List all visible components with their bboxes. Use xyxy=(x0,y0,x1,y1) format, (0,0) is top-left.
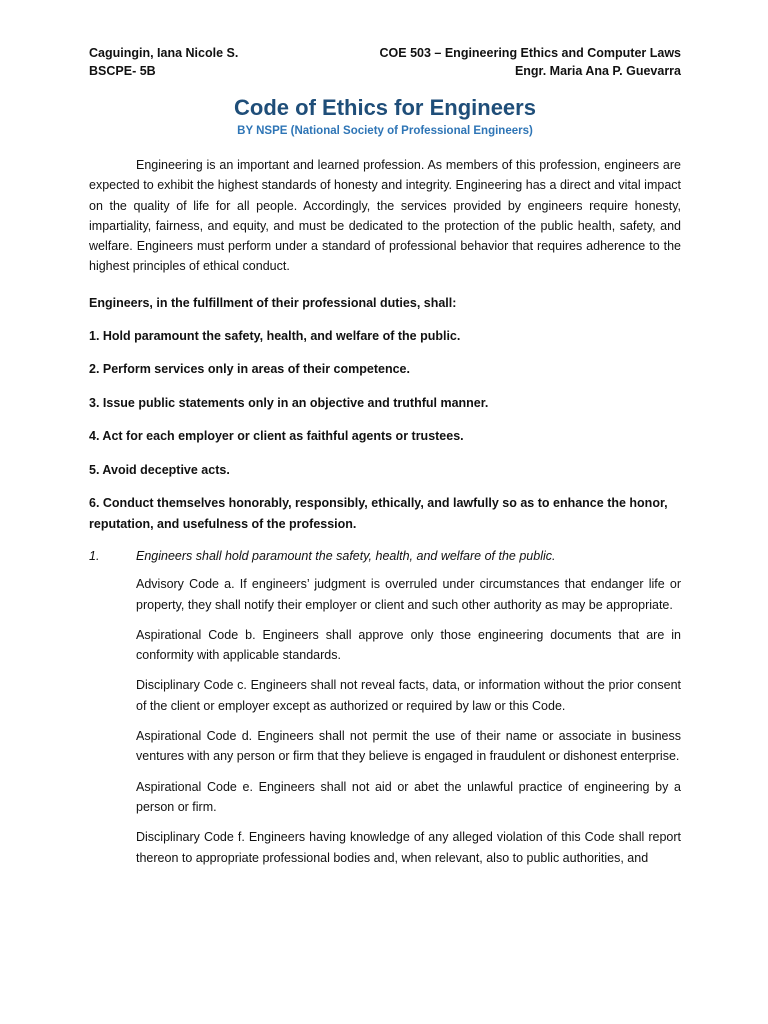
code-paragraph: Aspirational Code e. Engineers shall not aid or abet the unlawful practice of engineering by a person or firm. xyxy=(136,779,681,814)
student-name: Caguingin, Iana Nicole S. xyxy=(89,46,239,60)
duty-item: 6. Conduct themselves honorably, responsibly, ethically, and lawfully so as to enhance the honor, reputation, and usefulness of the profession. xyxy=(89,496,668,531)
duty-item: 5. Avoid deceptive acts. xyxy=(89,462,230,477)
intro-paragraph: Engineering is an important and learned profession. As members of this profession, engineers are expected to exhibit the highest standards of honesty and integrity. Engineering has a direct and vital impact on the quality of life for all people. Accordingly, the services provided by engineers require honesty, impartiality, fairness, and equity, and must be dedicated to the protection of the public health, safety, and welfare. Engineers must perform under a standard of professional behavior that requires adherence to the highest principles of ethical conduct. xyxy=(89,158,681,274)
section-codes xyxy=(89,574,681,868)
duty-item: 4. Act for each employer or client as faithful agents or trustees. xyxy=(89,429,464,444)
code-paragraph: Disciplinary Code f. Engineers having knowledge of any alleged violation of this Code shall report thereon to appropriate professional bodies and, when relevant, also to public authorities, and xyxy=(136,830,681,865)
section-heading-text: Engineers shall hold paramount the safety, health, and welfare of the public. xyxy=(136,549,556,564)
course-name: COE 503 – Engineering Ethics and Computer Laws xyxy=(379,46,681,60)
duty-item: 3. Issue public statements only in an objective and truthful manner. xyxy=(89,395,489,410)
document-title: Code of Ethics for Engineers xyxy=(234,95,536,120)
duty-item: 1. Hold paramount the safety, health, and welfare of the public. xyxy=(89,328,461,343)
instructor-name: Engr. Maria Ana P. Guevarra xyxy=(514,64,681,78)
section-heading xyxy=(89,546,681,566)
course-info xyxy=(380,44,681,80)
section-number: 1. xyxy=(89,549,100,564)
student-info xyxy=(89,44,238,80)
student-section: BSCPE- 5B xyxy=(89,64,156,78)
code-paragraph: Aspirational Code b. Engineers shall approve only those engineering documents that are in conformity with applicable standards. xyxy=(136,627,681,663)
document-subtitle: BY NSPE (National Society of Professional Engineers) xyxy=(237,125,533,137)
code-paragraph: Advisory Code a. If engineers’ judgment is overruled under circumstances that endanger life or property, they shall notify their employer or client and such other authority as may be appropriate. xyxy=(136,577,681,612)
document-header xyxy=(89,44,681,80)
duties-lead: Engineers, in the fulfillment of their professional duties, shall: xyxy=(89,295,457,310)
duty-item: 2. Perform services only in areas of their competence. xyxy=(89,362,410,377)
code-paragraph: Aspirational Code d. Engineers shall not permit the use of their name or associate in business ventures with any person or firm that they believe is engaged in fraudulent or dishonest enterprise. xyxy=(136,729,681,764)
code-paragraph: Disciplinary Code c. Engineers shall not reveal facts, data, or information without the prior consent of the client or employer except as authorized or required by law or this Code. xyxy=(136,678,681,713)
